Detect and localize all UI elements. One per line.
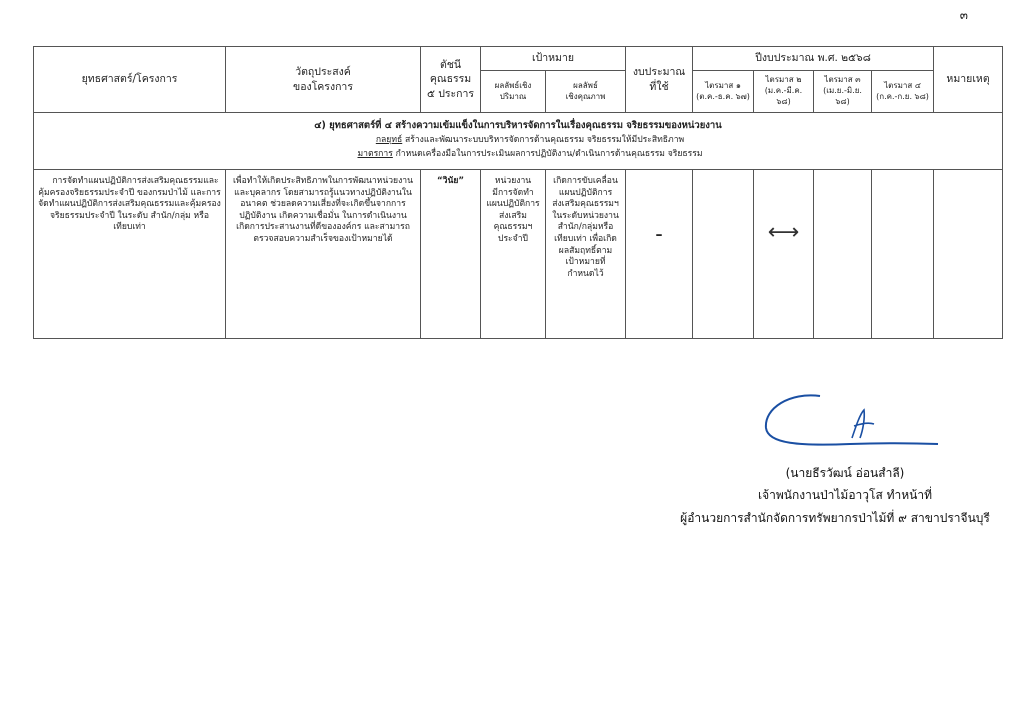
cell-objective xyxy=(226,170,421,339)
cell-quarter-1 xyxy=(693,170,754,339)
header-quarter-4-period: (ก.ค.-ก.ย. ๖๘) xyxy=(876,91,929,101)
measure-text: กำหนดเครื่องมือในการประเมินผลการปฏิบัติงาน/ดำเนินการด้านคุณธรรม จริยธรรม xyxy=(392,148,703,159)
header-quarter-3 xyxy=(814,71,872,113)
project-line-5: เทียบเท่า xyxy=(113,222,146,233)
target-quantity-line-2: มีการจัดทำ xyxy=(492,187,534,198)
section-tactic xyxy=(61,135,999,147)
signatory-name: (นายธีรวัฒน์ อ่อนสำลี) xyxy=(785,466,905,480)
header-quarter-4-label: ไตรมาส ๔ xyxy=(884,80,921,90)
tactic-text: สร้างและพัฒนาระบบบริหารจัดการด้านคุณธรรม จริยธรรมให้มีประสิทธิภาพ xyxy=(402,135,685,146)
objective-line-2: และบุคลากร โดยสามารถรู้แนวทางปฏิบัติงานใน xyxy=(234,187,412,198)
target-quantity-line-4: ส่งเสริม xyxy=(499,210,527,221)
target-quality-line-4: ในระดับหน่วยงาน xyxy=(552,210,619,221)
target-quantity-line-1: หน่วยงาน xyxy=(494,176,532,186)
project-line-2: คุ้มครองจริยธรรมประจำปี ของกรมป่าไม้ และการ xyxy=(38,187,221,198)
strategy-plan-table xyxy=(33,46,1003,339)
header-budget-line1: งบประมาณ xyxy=(632,66,686,79)
header-indicator xyxy=(421,47,481,113)
header-target-quantity-line1: ผลลัพธ์เชิง xyxy=(494,80,532,90)
cell-quarter-4 xyxy=(872,170,934,339)
cell-quarter-3 xyxy=(814,170,872,339)
target-quality-line-6: เทียบเท่า เพื่อเกิด xyxy=(554,233,617,244)
cell-quarter-2 xyxy=(754,170,814,339)
indicator-value: “วินัย” xyxy=(436,176,465,186)
header-strategy: ยุทธศาสตร์/โครงการ xyxy=(34,47,226,113)
cell-remarks xyxy=(934,170,1003,339)
header-indicator-line3: ๕ ประการ xyxy=(426,87,475,100)
header-quarter-1-label: ไตรมาส ๑ xyxy=(705,80,741,90)
cell-target-quality xyxy=(546,170,626,339)
strategy-section xyxy=(34,113,1003,170)
header-quarter-2 xyxy=(754,71,814,113)
measure-label: มาตรการ xyxy=(357,148,393,159)
header-objective-line1: วัตถุประสงค์ xyxy=(295,66,351,79)
header-objective-line2: ของโครงการ xyxy=(293,80,353,93)
target-quantity-line-3: แผนปฏิบัติการ xyxy=(486,199,540,210)
cell-project xyxy=(34,170,226,339)
header-budget xyxy=(626,47,693,113)
header-quarter-3-period: (เม.ย.-มิ.ย. ๖๘) xyxy=(823,86,862,106)
target-quantity-line-6: ประจำปี xyxy=(497,233,528,244)
header-quarter-2-period: (ม.ค.-มี.ค. ๖๘) xyxy=(764,86,803,106)
header-quarter-2-label: ไตรมาส ๒ xyxy=(765,75,802,85)
header-target-quality xyxy=(546,71,626,113)
header-objective xyxy=(226,47,421,113)
target-quality-line-2: แผนปฏิบัติการ xyxy=(558,187,613,198)
section-title: ๔) ยุทธศาสตร์ที่ ๔ สร้างความเข้มแข็งในการบริหารจัดการในเรื่องคุณธรรม จริยธรรมของหน่วยงาน xyxy=(314,119,722,131)
cell-budget xyxy=(626,170,693,339)
objective-line-4: ปฏิบัติงาน เกิดความเชื่อมั่น ในการดำเนินงาน xyxy=(239,210,407,221)
target-quality-line-7: ผลสัมฤทธิ์ตาม xyxy=(558,245,613,256)
project-line-1: การจัดทำแผนปฏิบัติการส่งเสริมคุณธรรมและ xyxy=(52,176,219,186)
target-quality-line-1: เกิดการขับเคลื่อน xyxy=(553,176,618,186)
target-quality-line-5: สำนัก/กลุ่มหรือ xyxy=(557,222,614,233)
section-measure xyxy=(61,149,999,161)
header-target: เป้าหมาย xyxy=(481,47,626,71)
header-target-quantity-line2: ปริมาณ xyxy=(499,91,527,101)
objective-line-3: อนาคต ช่วยลดความเสี่ยงที่จะเกิดขึ้นจากการ xyxy=(240,199,406,210)
cell-indicator xyxy=(421,170,481,339)
signatory-position-2: ผู้อำนวยการสำนักจัดการทรัพยากรป่าไม้ที่ ๙ สาขาปราจีนบุรี xyxy=(680,511,990,525)
target-quantity-line-5: คุณธรรมฯ xyxy=(493,222,533,233)
project-line-4: จริยธรรมประจำปี ในระดับ สำนัก/กลุ่ม หรือ xyxy=(50,210,209,221)
header-budget-line2: ที่ใช้ xyxy=(649,80,669,93)
budget-value: – xyxy=(655,227,663,243)
signatory-position-1: เจ้าพนักงานป่าไม้อาวุโส ทำหน้าที่ xyxy=(757,488,933,502)
tactic-label: กลยุทธ์ xyxy=(375,135,403,146)
target-quality-line-8: เป้าหมายที่ xyxy=(565,257,606,268)
header-indicator-line1: ตัชนี xyxy=(439,59,462,72)
objective-line-6: ตรวจสอบความสำเร็จของเป้าหมายได้ xyxy=(253,233,393,244)
header-quarter-3-label: ไตรมาส ๓ xyxy=(824,75,861,85)
header-quarter-1-period: (ต.ค.-ธ.ค. ๖๗) xyxy=(696,91,750,101)
project-line-3: จัดทำแผนปฏิบัติการส่งเสริมคุณธรรมและคุ้มครอง xyxy=(38,199,221,210)
header-fiscal-year: ปีงบประมาณ พ.ศ. ๒๕๖๘ xyxy=(693,47,934,71)
signature-image xyxy=(760,388,940,458)
header-quarter-1 xyxy=(693,71,754,113)
header-remarks: หมายเหตุ xyxy=(934,47,1003,113)
header-target-quality-line2: เชิงคุณภาพ xyxy=(565,91,606,101)
header-target-quality-line1: ผลลัพธ์ xyxy=(573,80,598,90)
target-quality-line-3: ส่งเสริมคุณธรรมฯ xyxy=(552,199,619,210)
target-quality-line-9: กำหนดไว้ xyxy=(567,268,604,279)
header-quarter-4 xyxy=(872,71,934,113)
objective-line-1: เพื่อทำให้เกิดประสิทธิภาพในการพัฒนาหน่วยงาน xyxy=(233,176,413,186)
header-indicator-line2: คุณธรรม xyxy=(429,73,472,86)
header-target-quantity xyxy=(481,71,546,113)
page-number: ๓ xyxy=(959,8,968,22)
double-arrow-icon: ⟷ xyxy=(767,220,800,245)
cell-target-quantity xyxy=(481,170,546,339)
table-row xyxy=(34,170,1003,339)
objective-line-5: เกิดการประสานงานที่ดีขององค์กร และสามารถ xyxy=(236,222,410,233)
